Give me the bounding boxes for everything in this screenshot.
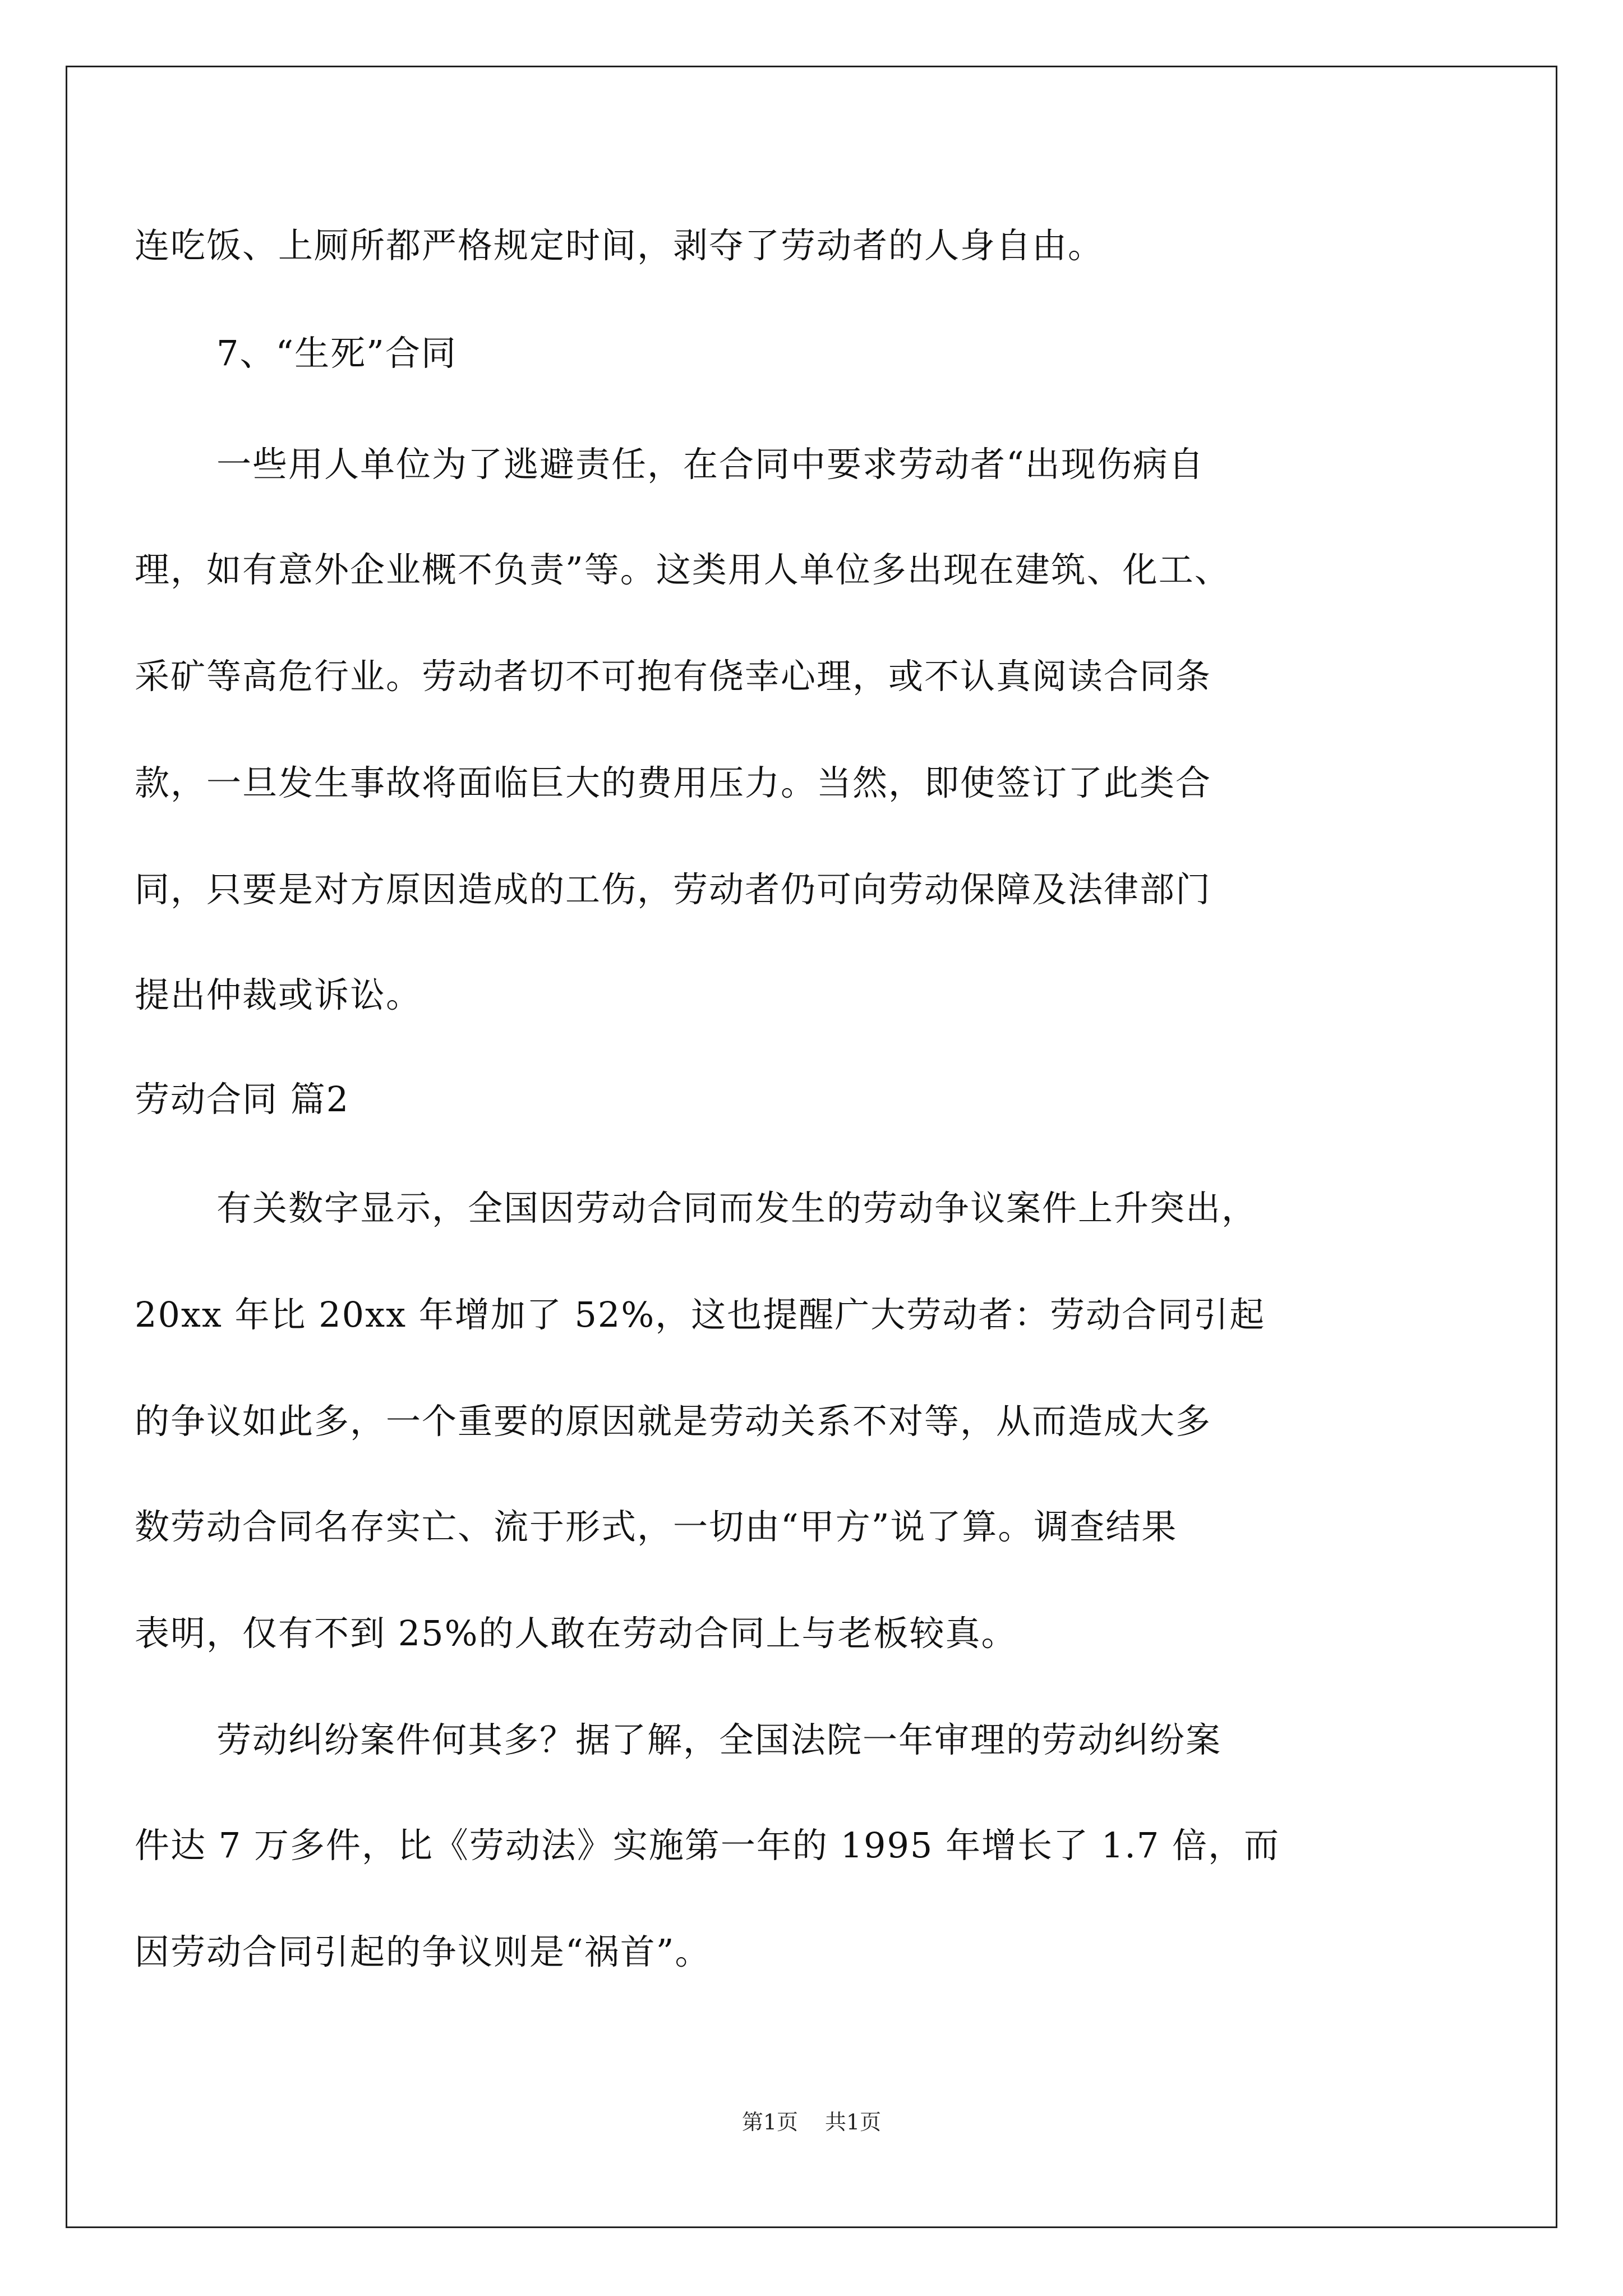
- text-line: 连吃饭、上厕所都严格规定时间，剥夺了劳动者的人身自由。: [135, 225, 1104, 266]
- text-line: 有关数字显示，全国因劳动合同而发生的劳动争议案件上升突出，: [216, 1188, 1258, 1228]
- text-line: 劳动纠纷案件何其多？据了解，全国法院一年审理的劳动纠纷案: [216, 1719, 1222, 1760]
- text-line: 采矿等高危行业。劳动者切不可抱有侥幸心理，或不认真阅读合同条: [135, 656, 1212, 697]
- section-heading: 7、“生死”合同: [216, 333, 457, 374]
- text-line: 同，只要是对方原因造成的工伤，劳动者仍可向劳动保障及法律部门: [135, 869, 1212, 910]
- text-line: 款，一旦发生事故将面临巨大的费用压力。当然，即使签订了此类合: [135, 762, 1212, 803]
- text-line: 表明，仅有不到 25%的人敢在劳动合同上与老板较真。: [135, 1613, 1017, 1654]
- page-total: 共1页: [825, 2110, 882, 2134]
- text-line: 一些用人单位为了逃避责任，在合同中要求劳动者“出现伤病自: [216, 444, 1205, 485]
- page-footer: [0, 2105, 1623, 2136]
- text-line: 理，如有意外企业概不负责”等。这类用人单位多出现在建筑、化工、: [135, 549, 1230, 590]
- text-line: 件达 7 万多件，比《劳动法》实施第一年的 1995 年增长了 1.7 倍，而: [135, 1825, 1280, 1866]
- text-line: 的争议如此多，一个重要的原因就是劳动关系不对等，从而造成大多: [135, 1401, 1212, 1442]
- text-line: 数劳动合同名存实亡、流于形式，一切由“甲方”说了算。调查结果: [135, 1506, 1178, 1547]
- text-line: 20xx 年比 20xx 年增加了 52%，这也提醒广大劳动者：劳动合同引起: [135, 1294, 1266, 1335]
- page-border: [66, 66, 1557, 2228]
- article-heading: 劳动合同 篇2: [135, 1079, 350, 1120]
- page-number: 第1页: [741, 2110, 798, 2134]
- text-line: 提出仲裁或诉讼。: [135, 974, 422, 1015]
- text-line: 因劳动合同引起的争议则是“祸首”。: [135, 1931, 711, 1972]
